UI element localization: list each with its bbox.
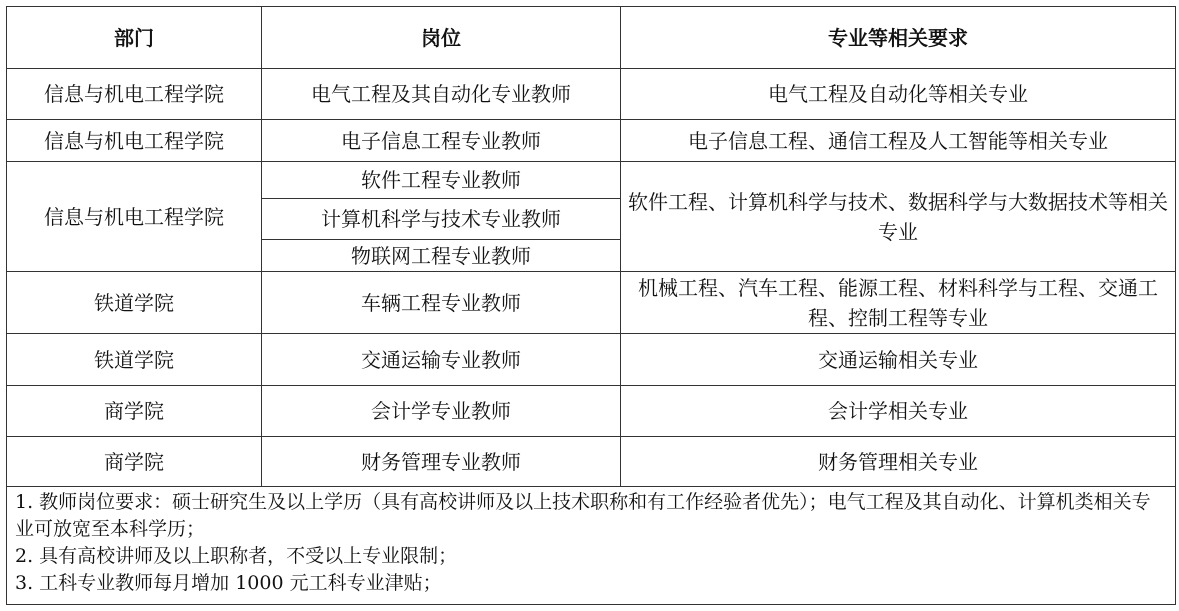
department-cell: 铁道学院 — [7, 334, 262, 386]
position-cell: 计算机科学与技术专业教师 — [262, 199, 621, 240]
requirement-cell: 会计学相关专业 — [621, 386, 1176, 437]
note-item: 3. 工科专业教师每月增加 1000 元工科专业津贴； — [15, 572, 442, 594]
requirement-cell: 机械工程、汽车工程、能源工程、材料科学与工程、交通工程、控制工程等专业 — [621, 272, 1176, 334]
table-row — [7, 437, 1176, 487]
notes-row — [7, 487, 1176, 605]
department-cell: 商学院 — [7, 437, 262, 487]
note-item: 2. 具有高校讲师及以上职称者，不受以上专业限制； — [15, 545, 458, 567]
position-cell: 电子信息工程专业教师 — [262, 120, 621, 162]
requirement-cell: 电气工程及自动化等相关专业 — [621, 69, 1176, 120]
table-row — [7, 69, 1176, 120]
table-row — [7, 386, 1176, 437]
department-cell: 商学院 — [7, 386, 262, 437]
table-row — [7, 334, 1176, 386]
position-cell: 交通运输专业教师 — [262, 334, 621, 386]
header-row — [7, 7, 1176, 69]
requirements-table — [6, 6, 1176, 605]
table-row — [7, 120, 1176, 162]
note-item: 1. 教师岗位要求：硕士研究生及以上学历（具有高校讲师及以上技术职称和有工作经验者优先）；电气工程及其自动化、计算机类相关专业可放宽至本科学历； — [15, 491, 1151, 540]
header-requirements: 专业等相关要求 — [621, 7, 1176, 69]
position-cell: 电气工程及其自动化专业教师 — [262, 69, 621, 120]
department-cell: 信息与机电工程学院 — [7, 162, 262, 272]
position-cell: 软件工程专业教师 — [262, 162, 621, 199]
requirement-cell: 交通运输相关专业 — [621, 334, 1176, 386]
header-department: 部门 — [7, 7, 262, 69]
requirement-cell: 财务管理相关专业 — [621, 437, 1176, 487]
table-row — [7, 272, 1176, 334]
position-cell: 财务管理专业教师 — [262, 437, 621, 487]
position-cell: 物联网工程专业教师 — [262, 240, 621, 272]
position-cell: 会计学专业教师 — [262, 386, 621, 437]
requirement-cell: 软件工程、计算机科学与技术、数据科学与大数据技术等相关专业 — [621, 162, 1176, 272]
notes-cell — [7, 487, 1176, 605]
position-cell: 车辆工程专业教师 — [262, 272, 621, 334]
table-row — [7, 162, 1176, 199]
department-cell: 信息与机电工程学院 — [7, 120, 262, 162]
requirement-cell: 电子信息工程、通信工程及人工智能等相关专业 — [621, 120, 1176, 162]
department-cell: 信息与机电工程学院 — [7, 69, 262, 120]
department-cell: 铁道学院 — [7, 272, 262, 334]
header-position: 岗位 — [262, 7, 621, 69]
